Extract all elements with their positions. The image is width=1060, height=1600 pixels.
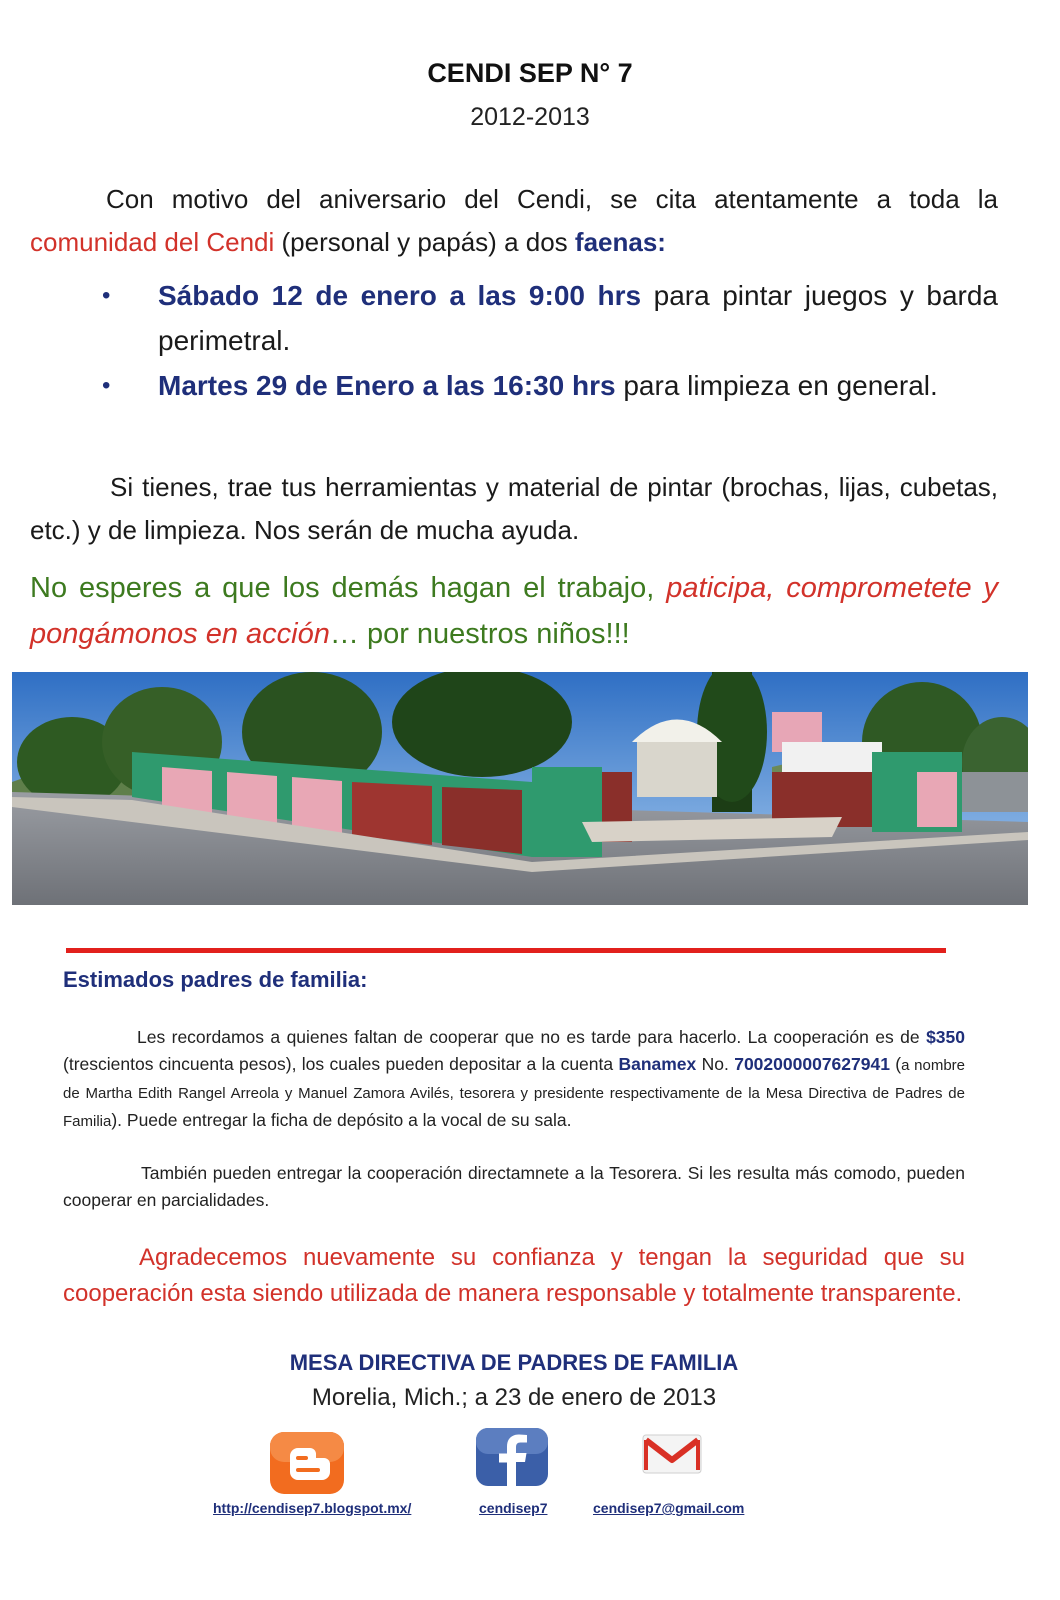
account-holders: a nombre de Martha Edith Rangel Arreola y Manuel Zamora Avilés, tesorera y presidente respectivamente de la Mesa Directiva de Padres de Familia bbox=[63, 1057, 965, 1130]
faenas-list bbox=[30, 273, 998, 408]
payment-text-3: No. bbox=[696, 1054, 735, 1074]
intro-highlight: comunidad del Cendi bbox=[30, 227, 275, 257]
call-to-action bbox=[30, 565, 998, 657]
list-item bbox=[30, 273, 998, 363]
tools-paragraph bbox=[30, 466, 998, 552]
payment-text-1: Les recordamos a quienes faltan de cooperar que no es tarde para hacerlo. La cooperación es de bbox=[137, 1027, 927, 1047]
payment-amount: $350 bbox=[926, 1027, 965, 1047]
call-text-2: … por nuestros niños!!! bbox=[329, 618, 630, 650]
call-text-1: No esperes a que los demás hagan el trabajo, bbox=[30, 572, 667, 604]
divider-rule bbox=[66, 948, 946, 953]
payment-text-4: ( bbox=[889, 1054, 902, 1074]
faena-description: para limpieza en general. bbox=[615, 370, 938, 401]
intro-text-1: Con motivo del aniversario del Cendi, se cita atentamente a toda la bbox=[106, 184, 998, 214]
payment-text-2: (trescientos cincuenta pesos), los cuales pueden depositar a la cuenta bbox=[63, 1054, 619, 1074]
bullet-icon: • bbox=[102, 282, 111, 309]
school-year: 2012-2013 bbox=[470, 103, 590, 131]
gmail-icon[interactable] bbox=[642, 1434, 702, 1479]
bank-name: Banamex bbox=[618, 1054, 697, 1074]
faena-date: Sábado 12 de enero a las 9:00 hrs bbox=[158, 280, 642, 311]
place-and-date: Morelia, Mich.; a 23 de enero de 2013 bbox=[311, 1384, 717, 1411]
facebook-icon[interactable] bbox=[474, 1426, 550, 1493]
tools-text: Si tienes, trae tus herramientas y material de pintar (brochas, lijas, cubetas, etc.) y de limpieza. Nos serán de mucha ayuda. bbox=[30, 472, 998, 545]
thanks-paragraph bbox=[63, 1240, 965, 1312]
facebook-link[interactable]: cendisep7 bbox=[479, 1500, 548, 1516]
salutation: Estimados padres de familia: bbox=[63, 967, 368, 992]
thanks-text: Agradecemos nuevamente su confianza y tengan la seguridad que su cooperación esta siendo utilizada de manera responsable y totalmente transparente. bbox=[63, 1244, 965, 1307]
faena-description: para pintar juegos y barda perimetral. bbox=[158, 280, 998, 356]
payment-paragraph bbox=[63, 1024, 965, 1135]
document-title: CENDI SEP N° 7 bbox=[427, 58, 633, 88]
call-emphasis: paticipa, comprometete y pongámonos en acción bbox=[30, 572, 999, 650]
email-link[interactable]: cendisep7@gmail.com bbox=[593, 1500, 745, 1516]
intro-paragraph bbox=[30, 178, 998, 264]
installments-text: También pueden entregar la cooperación directamnete a la Tesorera. Si les resulta más comodo, pueden cooperar en parcialidades. bbox=[63, 1163, 965, 1210]
bullet-icon: • bbox=[102, 372, 111, 399]
blogger-icon[interactable] bbox=[268, 1430, 346, 1501]
signing-organization: MESA DIRECTIVA DE PADRES DE FAMILIA bbox=[289, 1350, 739, 1375]
installments-paragraph bbox=[63, 1160, 965, 1214]
list-item bbox=[30, 363, 998, 408]
payment-text-5: ). Puede entregar la ficha de depósito a la vocal de su sala. bbox=[111, 1110, 572, 1130]
intro-text-2: (personal y papás) a dos bbox=[274, 227, 575, 257]
faena-date: Martes 29 de Enero a las 16:30 hrs bbox=[158, 370, 616, 401]
account-number: 7002000007627941 bbox=[734, 1054, 890, 1074]
school-panorama-photo bbox=[12, 672, 1028, 905]
blog-link[interactable]: http://cendisep7.blogspot.mx/ bbox=[213, 1500, 412, 1516]
intro-bold-word: faenas: bbox=[574, 227, 666, 257]
